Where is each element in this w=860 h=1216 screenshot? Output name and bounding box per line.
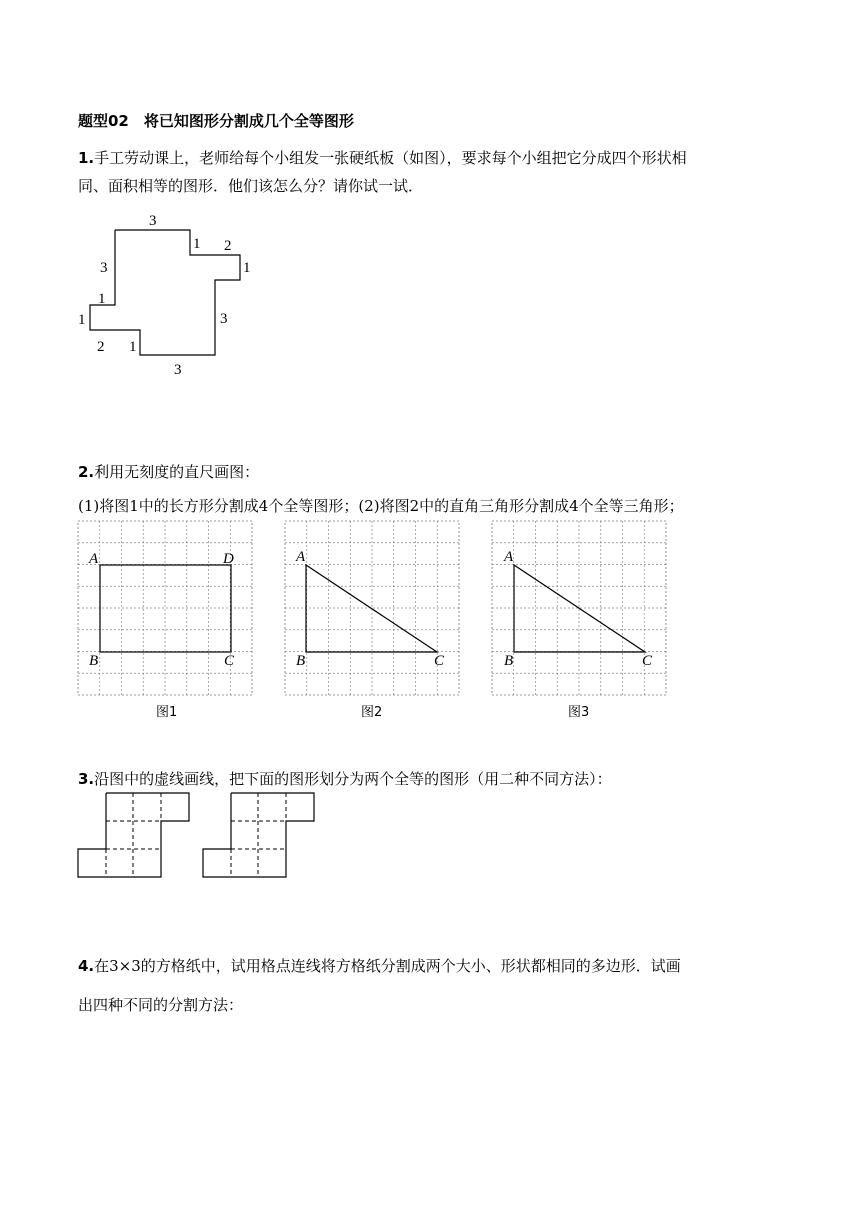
dim-step-1: 1 bbox=[193, 236, 201, 252]
fig2-label-b: B bbox=[296, 653, 306, 669]
dim-top-3: 3 bbox=[149, 213, 157, 229]
question-4-line-1 bbox=[78, 952, 681, 980]
fig1-label-d: D bbox=[223, 551, 234, 567]
dim-step-2: 2 bbox=[224, 238, 232, 254]
dim-far-left-1: 1 bbox=[78, 312, 86, 328]
fig3-caption: 图3 bbox=[568, 705, 590, 720]
question-4-line-2: 出四种不同的分割方法： bbox=[78, 996, 244, 1014]
question-3-number: 3. bbox=[78, 770, 95, 788]
dim-left-1: 1 bbox=[98, 291, 106, 307]
dim-bottom-2: 2 bbox=[97, 339, 105, 355]
question-3-text-1: 沿图中的虚线画线，把下面的图形划分为两个全等的图形（用二种不同方法）： bbox=[94, 770, 612, 788]
fig3-label-c: C bbox=[642, 653, 653, 669]
question-1-line-2: 同、面积相等的图形．他们该怎么分？请你试一试． bbox=[78, 177, 424, 195]
fig2-caption: 图2 bbox=[361, 705, 383, 720]
section-heading: 题型02 将已知图形分割成几个全等图形 bbox=[78, 112, 354, 130]
dim-bottom-3: 3 bbox=[174, 362, 182, 378]
fig1-label-b: B bbox=[89, 653, 99, 669]
fig1-label-c: C bbox=[224, 653, 235, 669]
question-2-text-1: 利用无刻度的直尺画图： bbox=[94, 463, 260, 481]
question-2-number: 2. bbox=[78, 463, 95, 481]
question-2-line-2: (1)将图1中的长方形分割成4个全等图形；(2)将图2中的直角三角形分割成4个全等三角形； bbox=[78, 497, 684, 515]
dim-right-3: 3 bbox=[220, 311, 228, 327]
dim-right-1: 1 bbox=[243, 260, 251, 276]
dim-left-3: 3 bbox=[100, 260, 108, 276]
fig1-caption: 图1 bbox=[156, 705, 178, 720]
question-1-number: 1. bbox=[78, 149, 95, 167]
question-4-text-1: 在3×3的方格纸中，试用格点连线将方格纸分割成两个大小、形状都相同的多边形．试画 bbox=[94, 957, 681, 975]
fig2-label-a: A bbox=[296, 549, 306, 565]
fig2-label-c: C bbox=[434, 653, 445, 669]
fig3-label-b: B bbox=[504, 653, 514, 669]
question-4-number: 4. bbox=[78, 957, 95, 975]
s-shape-1 bbox=[78, 793, 189, 877]
fig1-label-a: A bbox=[89, 551, 99, 567]
question-1-text-1: 手工劳动课上，老师给每个小组发一张硬纸板（如图），要求每个小组把它分成四个形状相 bbox=[94, 149, 687, 167]
dim-bottom-1: 1 bbox=[129, 339, 137, 355]
s-shape-2 bbox=[203, 793, 314, 877]
fig3-label-a: A bbox=[504, 549, 514, 565]
